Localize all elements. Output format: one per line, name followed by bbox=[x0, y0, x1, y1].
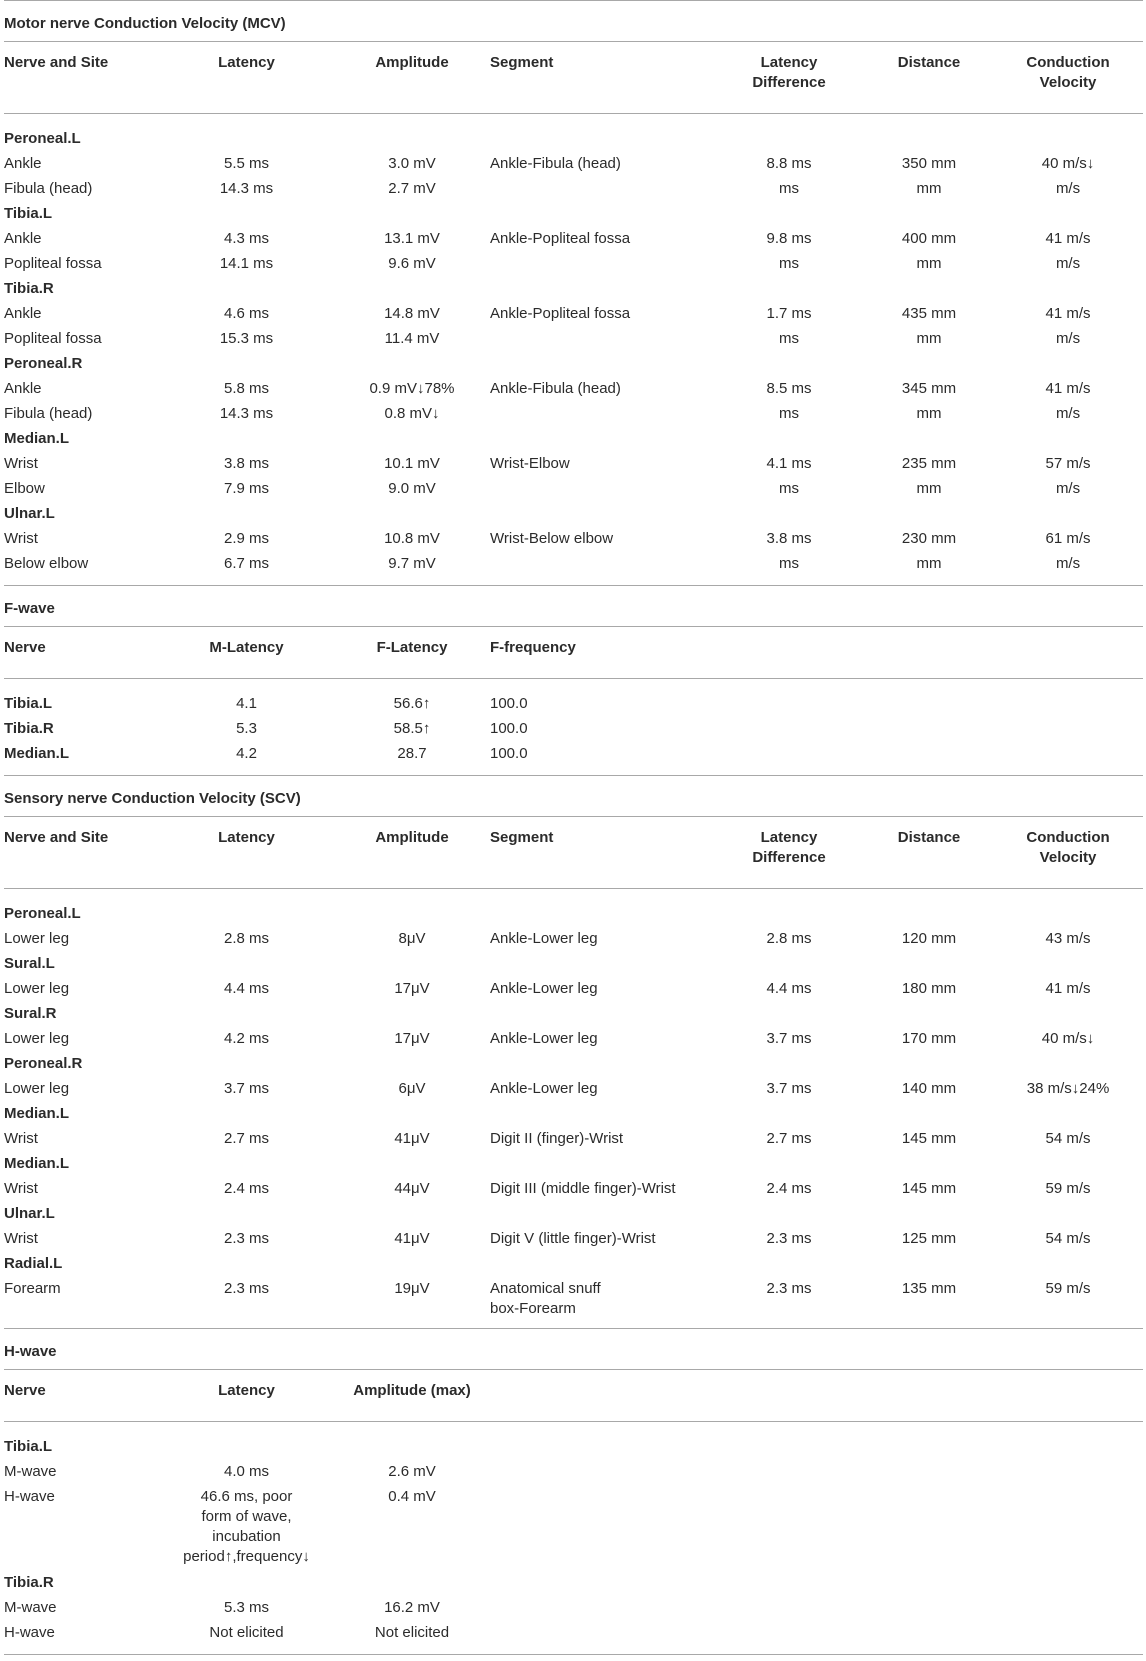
table-cell: Lower leg bbox=[4, 1080, 70, 1097]
table-cell: 145 mm bbox=[901, 1130, 957, 1147]
table-cell: Popliteal fossa bbox=[4, 255, 102, 272]
table-cell: 2.3 ms bbox=[223, 1230, 269, 1247]
table-row bbox=[4, 1126, 1143, 1151]
table-cell bbox=[490, 551, 713, 586]
table-cell: 61 m/s bbox=[1045, 530, 1091, 547]
table-cell: 4.1 ms bbox=[766, 455, 812, 472]
table-row bbox=[4, 376, 1143, 401]
table-cell-empty bbox=[993, 1459, 1143, 1484]
column-header-empty bbox=[993, 1370, 1143, 1422]
table-cell: 40 m/s↓ bbox=[1041, 1030, 1095, 1047]
table-row bbox=[4, 551, 1143, 586]
table-cell: Tibia.L bbox=[4, 695, 53, 712]
table-cell: Lower leg bbox=[4, 1030, 70, 1047]
table-row bbox=[4, 679, 1143, 717]
nerve-name: Ulnar.L bbox=[4, 505, 55, 522]
nerve-name: Peroneal.L bbox=[4, 130, 81, 147]
column-header: Latency bbox=[159, 817, 334, 889]
table-row bbox=[4, 1459, 1143, 1484]
table-row bbox=[4, 1484, 1143, 1570]
fwave-section-title: F-wave bbox=[4, 586, 1143, 627]
table-row bbox=[4, 476, 1143, 501]
table-cell-empty bbox=[993, 741, 1143, 776]
table-cell: 11.4 mV bbox=[384, 330, 440, 347]
table-cell bbox=[490, 401, 713, 426]
table-cell: M-wave bbox=[4, 1463, 57, 1480]
table-cell: 140 mm bbox=[901, 1080, 957, 1097]
table-cell: 44μV bbox=[394, 1180, 430, 1197]
table-cell: 9.0 mV bbox=[388, 480, 436, 497]
nerve-group-row bbox=[4, 201, 1143, 226]
nerve-name: Peroneal.L bbox=[4, 905, 81, 922]
table-cell: Ankle-Popliteal fossa bbox=[490, 305, 631, 322]
table-cell-empty bbox=[993, 1484, 1143, 1570]
table-cell: ms bbox=[779, 255, 799, 272]
nerve-name: Tibia.L bbox=[4, 1438, 53, 1455]
table-cell: Wrist bbox=[4, 1230, 38, 1247]
table-cell-empty bbox=[865, 1484, 993, 1570]
table-cell-empty bbox=[713, 716, 865, 741]
table-cell: 54 m/s bbox=[1045, 1230, 1091, 1247]
table-cell: 46.6 ms, poor form of wave, incubation period↑,frequency↓ bbox=[183, 1488, 310, 1565]
table-cell: 3.8 ms bbox=[766, 530, 812, 547]
table-row bbox=[4, 226, 1143, 251]
column-header: Latency Difference bbox=[713, 42, 865, 114]
table-cell: 2.3 ms bbox=[766, 1280, 812, 1297]
column-header: Conduction Velocity bbox=[993, 817, 1143, 889]
table-cell-empty bbox=[713, 1620, 865, 1655]
table-cell: 435 mm bbox=[901, 305, 957, 322]
table-cell: Ankle-Popliteal fossa bbox=[490, 230, 631, 247]
table-cell: m/s bbox=[1055, 180, 1081, 197]
column-header: Nerve bbox=[4, 627, 159, 679]
table-cell: 4.4 ms bbox=[223, 980, 269, 997]
column-header: Latency bbox=[159, 1370, 334, 1422]
nerve-conduction-table bbox=[4, 0, 1143, 1655]
table-cell: Ankle-Lower leg bbox=[490, 980, 598, 997]
results-table-body bbox=[4, 1, 1143, 1655]
table-cell: 28.7 bbox=[397, 745, 427, 762]
column-header: Segment bbox=[490, 42, 713, 114]
column-header-empty bbox=[865, 1370, 993, 1422]
nerve-group-row bbox=[4, 1051, 1143, 1076]
table-row bbox=[4, 1076, 1143, 1101]
table-row bbox=[4, 1176, 1143, 1201]
table-cell: mm bbox=[916, 255, 942, 272]
table-cell: Fibula (head) bbox=[4, 405, 93, 422]
table-cell: 345 mm bbox=[901, 380, 957, 397]
table-cell: Ankle-Lower leg bbox=[490, 1080, 598, 1097]
nerve-name: Sural.R bbox=[4, 1005, 57, 1022]
table-cell: mm bbox=[916, 405, 942, 422]
table-cell: Lower leg bbox=[4, 980, 70, 997]
table-cell: 0.8 mV↓ bbox=[384, 405, 440, 422]
table-row bbox=[4, 176, 1143, 201]
table-row bbox=[4, 926, 1143, 951]
table-cell bbox=[490, 176, 713, 201]
table-row bbox=[4, 716, 1143, 741]
column-header: M-Latency bbox=[159, 627, 334, 679]
table-cell: M-wave bbox=[4, 1599, 57, 1616]
table-cell: 4.0 ms bbox=[223, 1463, 269, 1480]
fwave-column-header-row bbox=[4, 627, 1143, 679]
mcv-section-title: Motor nerve Conduction Velocity (MCV) bbox=[4, 1, 1143, 42]
table-cell: 135 mm bbox=[901, 1280, 957, 1297]
hwave-column-header-row bbox=[4, 1370, 1143, 1422]
nerve-name: Median.L bbox=[4, 430, 70, 447]
table-row bbox=[4, 1595, 1143, 1620]
column-header-empty bbox=[713, 1370, 865, 1422]
table-cell: 170 mm bbox=[901, 1030, 957, 1047]
table-cell: 59 m/s bbox=[1045, 1180, 1091, 1197]
table-cell: 4.2 ms bbox=[223, 1030, 269, 1047]
table-cell: 4.4 ms bbox=[766, 980, 812, 997]
table-cell: 4.1 bbox=[236, 695, 257, 712]
table-cell: Ankle bbox=[4, 155, 42, 172]
table-cell: Ankle-Lower leg bbox=[490, 1030, 598, 1047]
table-cell: mm bbox=[916, 330, 942, 347]
table-cell-empty bbox=[993, 716, 1143, 741]
table-cell bbox=[490, 326, 713, 351]
table-cell: 2.7 ms bbox=[223, 1130, 269, 1147]
column-header: Conduction Velocity bbox=[993, 42, 1143, 114]
table-cell: 180 mm bbox=[901, 980, 957, 997]
table-cell: Ankle-Fibula (head) bbox=[490, 155, 621, 172]
table-cell: 41μV bbox=[394, 1130, 430, 1147]
column-header: Latency bbox=[159, 42, 334, 114]
table-cell: Digit V (little finger)-Wrist bbox=[490, 1230, 656, 1247]
table-cell: 4.6 ms bbox=[223, 305, 269, 322]
table-row bbox=[4, 1026, 1143, 1051]
table-cell: 7.9 ms bbox=[223, 480, 269, 497]
table-cell-empty bbox=[993, 679, 1143, 717]
table-cell: 40 m/s↓ bbox=[1041, 155, 1095, 172]
column-header: Distance bbox=[865, 817, 993, 889]
nerve-name: Sural.L bbox=[4, 955, 55, 972]
table-cell bbox=[490, 476, 713, 501]
hwave-section-title: H-wave bbox=[4, 1329, 1143, 1370]
nerve-group-row bbox=[4, 1422, 1143, 1460]
table-cell: H-wave bbox=[4, 1620, 159, 1655]
table-cell: 3.0 mV bbox=[388, 155, 436, 172]
column-header: F-frequency bbox=[490, 627, 713, 679]
table-cell: 17μV bbox=[394, 1030, 430, 1047]
table-cell: 2.6 mV bbox=[388, 1463, 436, 1480]
table-cell: Below elbow bbox=[4, 555, 89, 572]
column-header: Nerve and Site bbox=[4, 42, 159, 114]
table-cell: 100.0 bbox=[490, 720, 528, 737]
table-cell: 100.0 bbox=[490, 695, 528, 712]
table-row bbox=[4, 401, 1143, 426]
table-row bbox=[4, 1276, 1143, 1329]
column-header-empty bbox=[993, 627, 1143, 679]
table-cell: 2.3 ms bbox=[766, 1230, 812, 1247]
table-cell-empty bbox=[713, 741, 865, 776]
mcv-column-header-row bbox=[4, 42, 1143, 114]
table-row bbox=[4, 301, 1143, 326]
table-cell: 0.4 mV bbox=[388, 1488, 436, 1505]
table-cell: 2.7 mV bbox=[388, 180, 436, 197]
table-cell: 14.3 ms bbox=[219, 405, 274, 422]
table-cell: 2.9 ms bbox=[223, 530, 269, 547]
nerve-group-row bbox=[4, 1101, 1143, 1126]
table-row bbox=[4, 1226, 1143, 1251]
table-cell: 8.5 ms bbox=[766, 380, 812, 397]
table-cell-empty bbox=[865, 1459, 993, 1484]
table-cell: Anatomical snuff box-Forearm bbox=[490, 1280, 601, 1317]
table-cell-empty bbox=[713, 1459, 865, 1484]
table-cell: 2.7 ms bbox=[766, 1130, 812, 1147]
nerve-name: Radial.L bbox=[4, 1255, 63, 1272]
table-cell: 350 mm bbox=[901, 155, 957, 172]
table-cell: 120 mm bbox=[901, 930, 957, 947]
nerve-name: Ulnar.L bbox=[4, 1205, 55, 1222]
table-row bbox=[4, 526, 1143, 551]
table-cell: Not elicited bbox=[159, 1620, 334, 1655]
table-cell: 0.9 mV↓78% bbox=[369, 380, 455, 397]
table-cell: 230 mm bbox=[901, 530, 957, 547]
table-cell-empty bbox=[490, 1620, 713, 1655]
hwave-section-title-row bbox=[4, 1329, 1143, 1370]
table-cell: mm bbox=[916, 555, 942, 572]
table-cell: 56.6↑ bbox=[393, 695, 431, 712]
table-row bbox=[4, 976, 1143, 1001]
table-cell: 10.1 mV bbox=[384, 455, 440, 472]
nerve-name: Peroneal.R bbox=[4, 1055, 83, 1072]
table-cell: 59 m/s bbox=[1045, 1280, 1091, 1297]
table-cell: 15.3 ms bbox=[219, 330, 274, 347]
table-cell: 17μV bbox=[394, 980, 430, 997]
table-cell: Tibia.R bbox=[4, 720, 54, 737]
table-cell-empty bbox=[865, 716, 993, 741]
nerve-group-row bbox=[4, 351, 1143, 376]
table-cell: Wrist bbox=[4, 455, 38, 472]
table-cell: Wrist bbox=[4, 1130, 38, 1147]
table-cell: 4.2 bbox=[236, 745, 257, 762]
table-cell: 6μV bbox=[398, 1080, 426, 1097]
table-cell: Ankle bbox=[4, 380, 42, 397]
table-cell: 14.1 ms bbox=[219, 255, 274, 272]
table-cell: Elbow bbox=[4, 480, 45, 497]
table-row bbox=[4, 741, 1143, 776]
nerve-group-row bbox=[4, 889, 1143, 927]
table-cell: ms bbox=[779, 555, 799, 572]
table-cell: Ankle-Lower leg bbox=[490, 930, 598, 947]
table-cell: 9.8 ms bbox=[766, 230, 812, 247]
nerve-group-row bbox=[4, 1151, 1143, 1176]
column-header-empty bbox=[865, 627, 993, 679]
table-cell: 2.4 ms bbox=[223, 1180, 269, 1197]
column-header: Nerve bbox=[4, 1370, 159, 1422]
table-cell: 400 mm bbox=[901, 230, 957, 247]
table-cell: Not elicited bbox=[334, 1620, 490, 1655]
table-cell: 16.2 mV bbox=[384, 1599, 440, 1616]
table-cell: 13.1 mV bbox=[384, 230, 440, 247]
table-cell: 125 mm bbox=[901, 1230, 957, 1247]
table-cell: 145 mm bbox=[901, 1180, 957, 1197]
table-cell: 3.7 ms bbox=[766, 1080, 812, 1097]
table-cell-empty bbox=[865, 679, 993, 717]
table-cell: m/s bbox=[1055, 480, 1081, 497]
table-cell: 100.0 bbox=[490, 745, 528, 762]
table-cell: Ankle bbox=[4, 230, 42, 247]
column-header: F-Latency bbox=[334, 627, 490, 679]
table-cell: mm bbox=[916, 480, 942, 497]
table-cell: 2.4 ms bbox=[766, 1180, 812, 1197]
nerve-group-row bbox=[4, 276, 1143, 301]
table-cell: 6.7 ms bbox=[223, 555, 269, 572]
table-cell: 3.7 ms bbox=[766, 1030, 812, 1047]
table-cell: 58.5↑ bbox=[393, 720, 431, 737]
column-header-empty bbox=[713, 627, 865, 679]
table-cell: 3.8 ms bbox=[223, 455, 269, 472]
nerve-group-row bbox=[4, 1201, 1143, 1226]
results-table bbox=[4, 0, 1143, 1655]
nerve-group-row bbox=[4, 426, 1143, 451]
table-cell-empty bbox=[993, 1595, 1143, 1620]
table-cell: m/s bbox=[1055, 555, 1081, 572]
column-header: Amplitude (max) bbox=[334, 1370, 490, 1422]
column-header: Nerve and Site bbox=[4, 817, 159, 889]
table-cell: H-wave bbox=[4, 1488, 55, 1505]
table-cell: Forearm bbox=[4, 1280, 61, 1297]
table-cell: Wrist bbox=[4, 530, 38, 547]
mcv-section-title-row bbox=[4, 1, 1143, 42]
table-cell: ms bbox=[779, 330, 799, 347]
column-header: Distance bbox=[865, 42, 993, 114]
column-header: Amplitude bbox=[334, 42, 490, 114]
nerve-name: Tibia.R bbox=[4, 280, 54, 297]
column-header: Amplitude bbox=[334, 817, 490, 889]
scv-column-header-row bbox=[4, 817, 1143, 889]
table-cell-empty bbox=[865, 1620, 993, 1655]
table-cell-empty bbox=[865, 741, 993, 776]
table-cell: 1.7 ms bbox=[766, 305, 812, 322]
table-cell-empty bbox=[490, 1595, 713, 1620]
table-cell: mm bbox=[916, 180, 942, 197]
table-cell: 41 m/s bbox=[1045, 305, 1091, 322]
fwave-section-title-row bbox=[4, 586, 1143, 627]
table-cell: Lower leg bbox=[4, 930, 70, 947]
table-cell: Wrist bbox=[4, 1180, 38, 1197]
table-cell: 235 mm bbox=[901, 455, 957, 472]
table-cell: Digit III (middle finger)-Wrist bbox=[490, 1180, 676, 1197]
table-cell: 8μV bbox=[398, 930, 426, 947]
table-cell: 54 m/s bbox=[1045, 1130, 1091, 1147]
table-cell: Ankle bbox=[4, 305, 42, 322]
table-cell: Wrist-Elbow bbox=[490, 455, 570, 472]
table-cell: ms bbox=[779, 480, 799, 497]
nerve-group-row bbox=[4, 1251, 1143, 1276]
table-cell: 5.3 bbox=[236, 720, 257, 737]
table-row bbox=[4, 1620, 1143, 1655]
table-cell: m/s bbox=[1055, 330, 1081, 347]
column-header: Segment bbox=[490, 817, 713, 889]
table-cell: Fibula (head) bbox=[4, 180, 93, 197]
table-cell: Digit II (finger)-Wrist bbox=[490, 1130, 624, 1147]
table-cell: 14.8 mV bbox=[384, 305, 440, 322]
table-cell: 5.3 ms bbox=[223, 1599, 269, 1616]
table-cell: 41 m/s bbox=[1045, 380, 1091, 397]
table-cell: Median.L bbox=[4, 745, 70, 762]
column-header: Latency Difference bbox=[713, 817, 865, 889]
table-cell-empty bbox=[713, 1595, 865, 1620]
table-cell: ms bbox=[779, 180, 799, 197]
table-cell: m/s bbox=[1055, 405, 1081, 422]
table-cell: m/s bbox=[1055, 255, 1081, 272]
nerve-name: Peroneal.R bbox=[4, 355, 83, 372]
table-cell: 2.8 ms bbox=[766, 930, 812, 947]
table-row bbox=[4, 251, 1143, 276]
table-cell: 9.7 mV bbox=[388, 555, 436, 572]
table-cell: 41μV bbox=[394, 1230, 430, 1247]
table-cell-empty bbox=[490, 1484, 713, 1570]
table-cell: ms bbox=[779, 405, 799, 422]
nerve-group-row bbox=[4, 114, 1143, 152]
nerve-group-row bbox=[4, 501, 1143, 526]
nerve-name: Tibia.R bbox=[4, 1574, 54, 1591]
nerve-group-row bbox=[4, 1001, 1143, 1026]
table-cell: Popliteal fossa bbox=[4, 330, 102, 347]
table-cell: 10.8 mV bbox=[384, 530, 440, 547]
table-cell: 2.8 ms bbox=[223, 930, 269, 947]
table-cell: 43 m/s bbox=[1045, 930, 1091, 947]
nerve-name: Median.L bbox=[4, 1155, 70, 1172]
table-cell: 14.3 ms bbox=[219, 180, 274, 197]
table-cell: Wrist-Below elbow bbox=[490, 530, 614, 547]
table-cell-empty bbox=[865, 1595, 993, 1620]
table-cell-empty bbox=[713, 679, 865, 717]
table-cell: 5.8 ms bbox=[223, 380, 269, 397]
scv-section-title-row bbox=[4, 776, 1143, 817]
table-cell: 38 m/s↓24% bbox=[1026, 1080, 1110, 1097]
table-cell: 41 m/s bbox=[1045, 980, 1091, 997]
scv-section-title: Sensory nerve Conduction Velocity (SCV) bbox=[4, 776, 1143, 817]
table-cell: 2.3 ms bbox=[223, 1280, 269, 1297]
table-cell: 5.5 ms bbox=[223, 155, 269, 172]
table-row bbox=[4, 451, 1143, 476]
nerve-name: Tibia.L bbox=[4, 205, 53, 222]
table-cell-empty bbox=[490, 1459, 713, 1484]
table-cell: 41 m/s bbox=[1045, 230, 1091, 247]
nerve-name: Median.L bbox=[4, 1105, 70, 1122]
table-row bbox=[4, 151, 1143, 176]
table-row bbox=[4, 326, 1143, 351]
nerve-group-row bbox=[4, 951, 1143, 976]
table-cell: 19μV bbox=[394, 1280, 430, 1297]
table-cell-empty bbox=[713, 1484, 865, 1570]
column-header-empty bbox=[490, 1370, 713, 1422]
table-cell: 57 m/s bbox=[1045, 455, 1091, 472]
table-cell: 9.6 mV bbox=[388, 255, 436, 272]
table-cell: 8.8 ms bbox=[766, 155, 812, 172]
table-cell-empty bbox=[993, 1620, 1143, 1655]
table-cell: 4.3 ms bbox=[223, 230, 269, 247]
nerve-group-row bbox=[4, 1570, 1143, 1595]
table-cell: Ankle-Fibula (head) bbox=[490, 380, 621, 397]
table-cell: 3.7 ms bbox=[223, 1080, 269, 1097]
table-cell bbox=[490, 251, 713, 276]
